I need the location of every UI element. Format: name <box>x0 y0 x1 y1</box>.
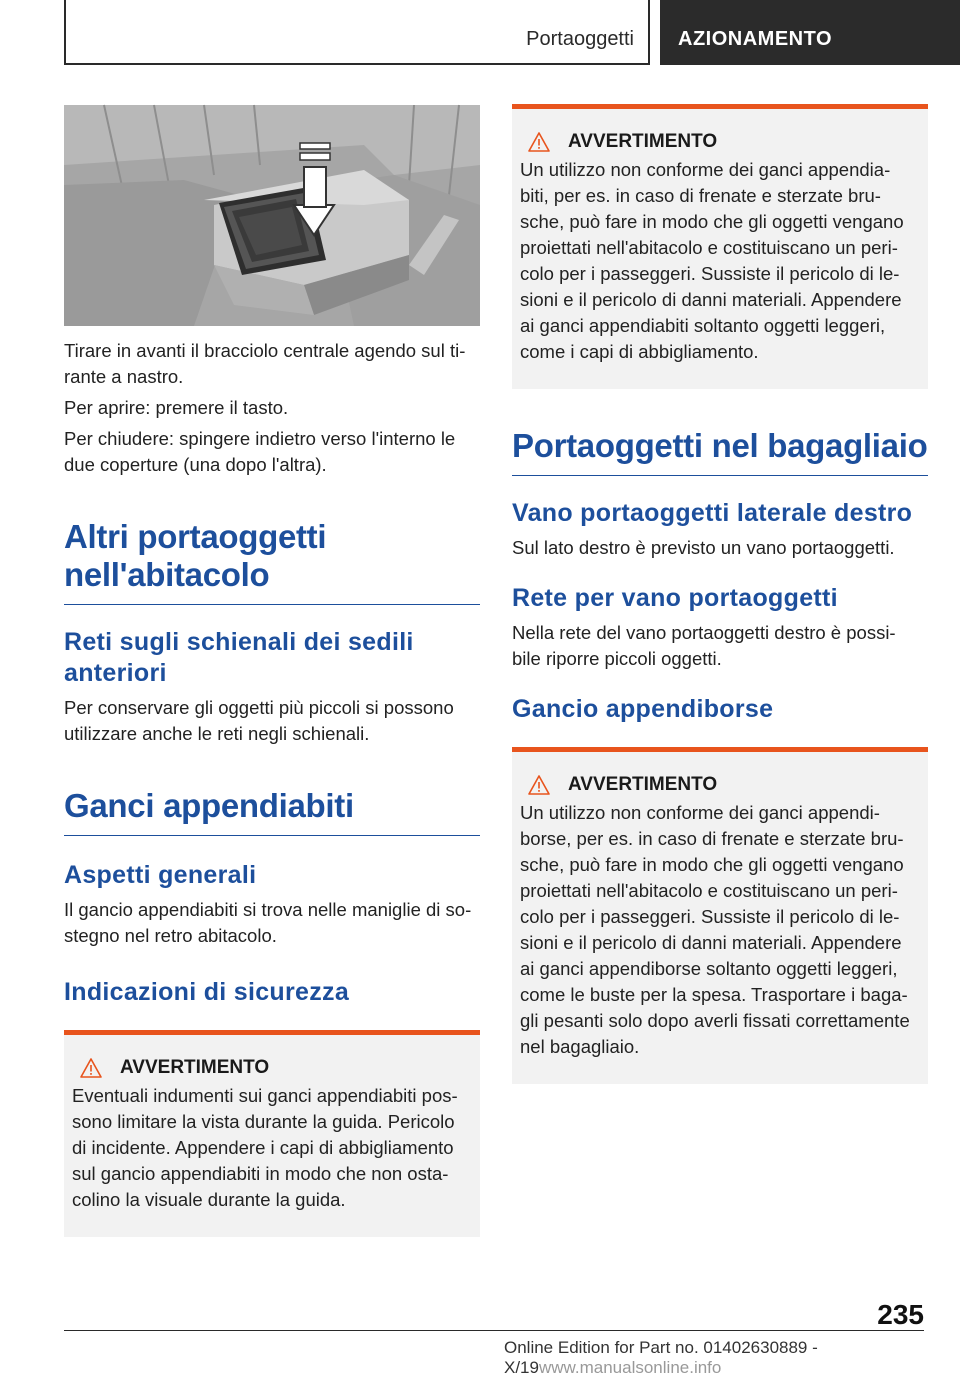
warning-title-text: AVVERTIMENTO <box>120 1057 270 1078</box>
heading-reti-schienali: Reti sugli schienali dei sedili anteriori <box>64 628 414 687</box>
warning-box-ganci <box>512 104 928 389</box>
heading-vano-laterale-destro: Vano portaoggetti laterale destro <box>512 499 913 527</box>
paragraph-close: Per chiudere: spingere indietro verso l'interno le due coperture (una dopo l'altra). <box>64 428 456 475</box>
heading-portaoggetti-bagagliaio: Portaoggetti nel bagagliaio <box>512 427 928 476</box>
warning-title <box>72 1057 472 1079</box>
header-chapter-tab <box>660 0 960 65</box>
warning-box-appendiborse <box>512 747 928 1084</box>
heading-indicazioni-sicurezza: Indicazioni di sicurezza <box>64 978 350 1006</box>
footer-edition-text: Online Edition for Part no. 01402630889 - X/19 <box>504 1338 818 1377</box>
figure-caption: Tirare in avanti il bracciolo centrale agendo sul ti- rante a nastro. <box>64 340 466 387</box>
header-section-title: Portaoggetti <box>526 28 634 50</box>
paragraph-aspetti: Il gancio appendiabiti si trova nelle maniglie di so- stegno nel retro abitacolo. <box>64 899 472 946</box>
paragraph-rete: Nella rete del vano portaoggetti destro è possi- bile riporre piccoli oggetti. <box>512 622 896 669</box>
warning-text: Un utilizzo non conforme dei ganci appendi- borse, per es. in caso di frenate e sterzate bru- sche, può fare in modo che gli oggetti vengano proiettati nell'abitacolo e costituiscano un peri- colo per i passeggeri. Sussiste il pericolo di le- sioni e il pericolo di danni materiali. Appendere ai ganci appendiborse soltanto oggetti leggeri, come le buste per la spesa. Trasportare i baga- gli pesanti solo dopo averli fissati correttamente nel bagagliaio. <box>520 802 910 1057</box>
heading-altri-portaoggetti <box>64 518 480 605</box>
heading-aspetti-generali: Aspetti generali <box>64 861 257 889</box>
warning-triangle-icon <box>528 775 550 795</box>
heading-altri-line1: Altri portaoggetti <box>64 518 327 555</box>
warning-triangle-icon <box>528 132 550 152</box>
header-frame <box>64 0 650 65</box>
right-column <box>512 104 928 1084</box>
paragraph-open: Per aprire: premere il tasto. <box>64 397 289 418</box>
warning-title-text: AVVERTIMENTO <box>568 131 718 152</box>
paragraph-reti: Per conservare gli oggetti più piccoli si possono utilizzare anche le reti negli schienali. <box>64 697 454 744</box>
footer-divider <box>64 1330 924 1331</box>
warning-title <box>520 774 920 796</box>
warning-triangle-icon <box>80 1058 102 1078</box>
paragraph-vano: Sul lato destro è previsto un vano portaoggetti. <box>512 537 895 558</box>
warning-text: Un utilizzo non conforme dei ganci appendia- biti, per es. in caso di frenate e sterzate bru- sche, può fare in modo che gli oggetti vengano proiettati nell'abitacolo e costituiscano un peri- colo per i passeggeri. Sussiste il pericolo di le- sioni e il pericolo di danni materiali. Appendere ai ganci appendiabiti soltanto oggetti leggeri, come i capi di abbigliamento. <box>520 159 904 362</box>
left-column <box>64 105 480 1237</box>
footer-edition <box>504 1338 960 1378</box>
heading-gancio-appendiborse: Gancio appendiborse <box>512 695 774 723</box>
header-chapter-label: AZIONAMENTO <box>678 28 833 50</box>
page-number: 235 <box>877 1299 924 1330</box>
warning-text: Eventuali indumenti sui ganci appendiabiti pos- sono limitare la vista durante la guida. Pericolo di incidente. Appendere i capi di abbigliamento sul gancio appendiabiti in modo che non osta- colino la visuale durante la guida. <box>72 1085 458 1210</box>
heading-rete-vano: Rete per vano portaoggetti <box>512 584 838 612</box>
warning-title <box>520 131 920 153</box>
armrest-illustration <box>64 105 480 326</box>
warning-title-text: AVVERTIMENTO <box>568 774 718 795</box>
warning-box-appendiabiti <box>64 1030 480 1237</box>
heading-ganci-appendiabiti: Ganci appendiabiti <box>64 787 480 836</box>
footer-watermark: www.manualsonline.info <box>538 1358 722 1377</box>
heading-altri-line2: nell'abitacolo <box>64 556 270 593</box>
